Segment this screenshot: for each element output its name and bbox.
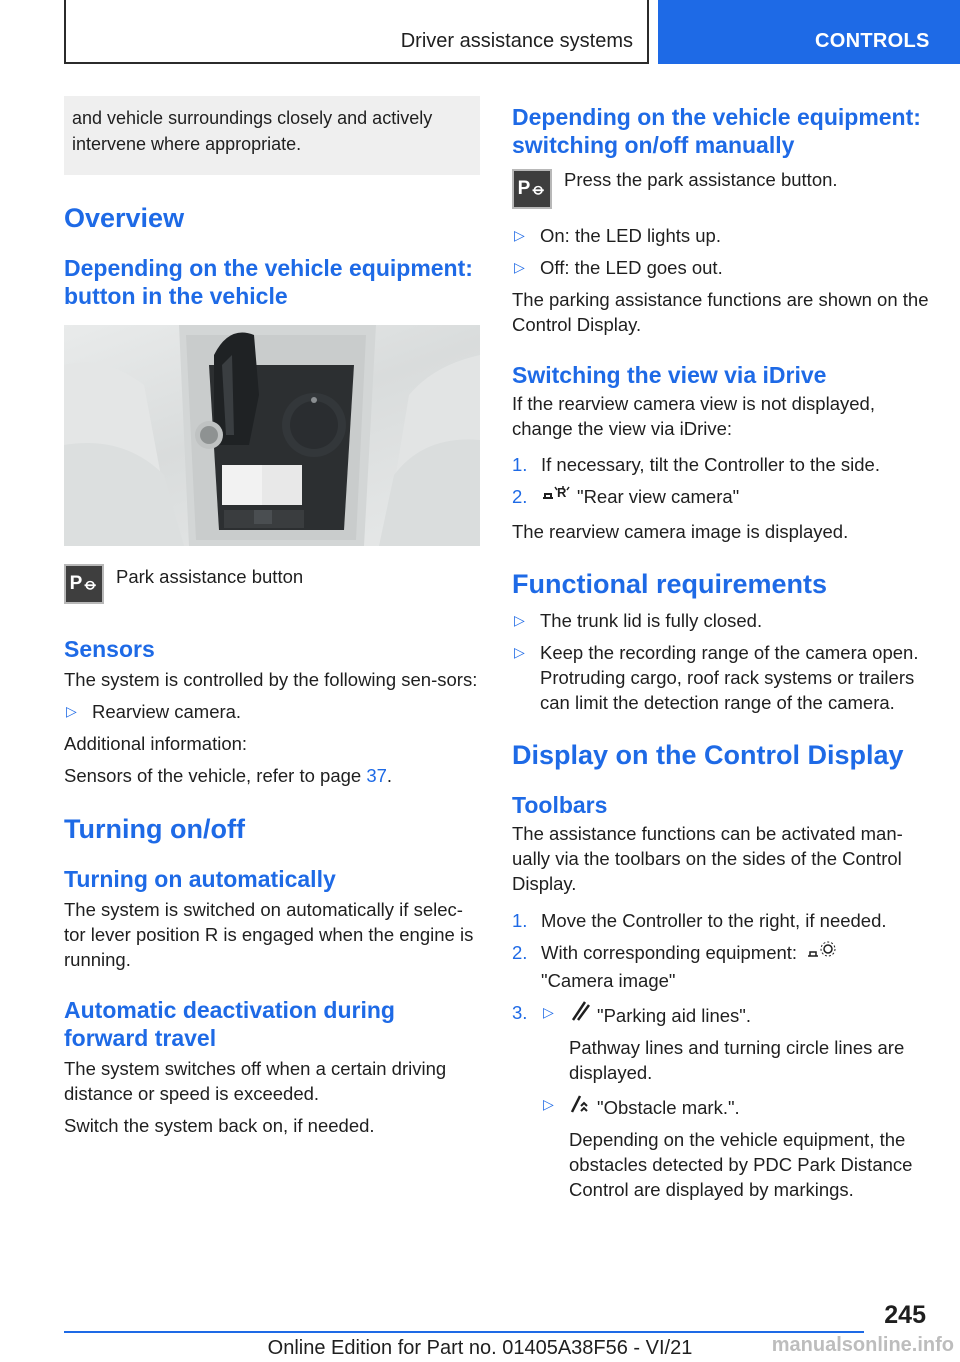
overview-heading: Overview [64,203,185,233]
off-bullet: ▷ Off: the LED goes out. [514,257,723,278]
auto-on-heading: Turning on automatically [64,866,336,892]
header-section-box [64,0,649,64]
obstacle-mark-desc: Depending on the vehicle equipment, the obstacles detected by PDC Park Distance Control are displayed by markings. [569,1129,913,1200]
toolbar-step-1: 1. Move the Controller to the right, if needed. [512,910,887,931]
left-column [64,96,480,1138]
svg-text:R: R [557,485,567,500]
switch-back-text: Switch the system back on, if needed. [64,1115,375,1136]
sensors-reference: Sensors of the vehicle, refer to page 37. [64,765,393,786]
auto-on-text: The system is switched on automatically if selec-tor lever position R is engaged when the engine is running. [64,899,474,970]
park-assistance-icon: P⦵ [64,564,104,604]
park-button-label: Park assistance button [116,566,304,587]
bullet-triangle-icon: ▷ [66,703,77,719]
bullet-triangle-icon: ▷ [514,612,525,628]
toolbars-heading: Toolbars [512,792,608,818]
press-row [512,169,930,209]
camera-settings-icon [802,940,842,968]
header-section-title: Driver assistance systems [400,30,633,52]
on-bullet: ▷ On: the LED lights up. [514,225,721,246]
park-assistance-icon: P⦵ [512,169,552,209]
step-2: 2. R "Rear view camera" [512,484,930,512]
toolbar-step-3: 3. ▷ "Parking aid lines". Pathway lines and turning circle lines are displayed. ▷ "Obstacle mark.". Depending on the vehicle equipment, the obstacles detected by PDC Park Distance Control are displayed by markings. [512,1000,930,1202]
toolbars-text: The assistance functions can be activated man-ually via the toolbars on the sides of the Control Display. [512,823,903,894]
sensors-heading: Sensors [64,636,155,662]
idrive-heading: Switching the view via iDrive [512,362,827,388]
page-link-37[interactable]: 37 [366,765,387,786]
turning-heading: Turning on/off [64,814,245,844]
note-box [64,96,480,175]
parking-aid-lines-item: ▷ "Parking aid lines". Pathway lines and turning circle lines are displayed. [541,1000,930,1085]
obstacle-mark-item: ▷ "Obstacle mark.". Depending on the vehicle equipment, the obstacles detected by PDC Park Distance Control are displayed by markings. [541,1092,930,1202]
idrive-text: If the rearview camera view is not displayed, change the view via iDrive: [512,393,875,439]
sensors-bullet [64,699,480,724]
shown-text: The parking assistance functions are shown on the Control Display. [512,289,929,335]
selector-lever-photo [64,325,480,546]
header-chapter-tab [658,0,960,64]
rear-view-camera-icon [541,484,577,512]
parking-aid-lines-desc: Pathway lines and turning circle lines are displayed. [569,1037,905,1083]
obstacle-mark-icon [569,1092,597,1120]
rearview-displayed: The rearview camera image is displayed. [512,521,849,542]
additional-info: Additional information: [64,733,248,754]
bullet-triangle-icon: ▷ [514,259,525,275]
footer-divider [64,1331,864,1333]
park-button-row [64,564,480,604]
bullet-triangle-icon: ▷ [543,1096,554,1112]
parking-aid-lines-icon [569,1000,597,1028]
sensors-text: The system is controlled by the following sen-sors: [64,669,478,690]
press-text: Press the park assistance button. [564,169,838,190]
page-number: 245 [884,1301,926,1329]
watermark-text: manualsonline.info [771,1334,954,1356]
functional-heading: Functional requirements [512,569,828,599]
func-bullet-2: ▷ Keep the recording range of the camera open. Protruding cargo, roof rack systems or trailers can limit the detection range of the camera. [514,642,919,713]
toolbar-step-2: 2. With corresponding equipment: "Camera image" [512,940,930,993]
auto-off-text: The system switches off when a certain driving distance or speed is exceeded. [64,1058,447,1104]
bullet-triangle-icon: ▷ [514,644,525,660]
auto-off-heading: Automatic deactivation during forward travel [64,997,395,1051]
bullet-triangle-icon: ▷ [543,1004,554,1020]
note-text: and vehicle surroundings closely and actively intervene where appropriate. [72,108,433,154]
button-heading: Depending on the vehicle equipment: button in the vehicle [64,255,473,309]
bullet-triangle-icon: ▷ [514,227,525,243]
manual-heading: Depending on the vehicle equipment: switching on/off manually [512,104,921,158]
step-1: 1. If necessary, tilt the Controller to the side. [512,454,880,475]
header-chapter-title: CONTROLS [815,30,930,52]
bullet-text: Rearview camera. [92,701,242,722]
edition-text: Online Edition for Part no. 01405A38F56 - VI/21 [267,1337,693,1359]
display-heading: Display on the Control Display [512,740,904,770]
right-column [512,96,930,1202]
console-illustration [64,325,480,546]
func-bullet-1: ▷ The trunk lid is fully closed. [514,610,763,631]
